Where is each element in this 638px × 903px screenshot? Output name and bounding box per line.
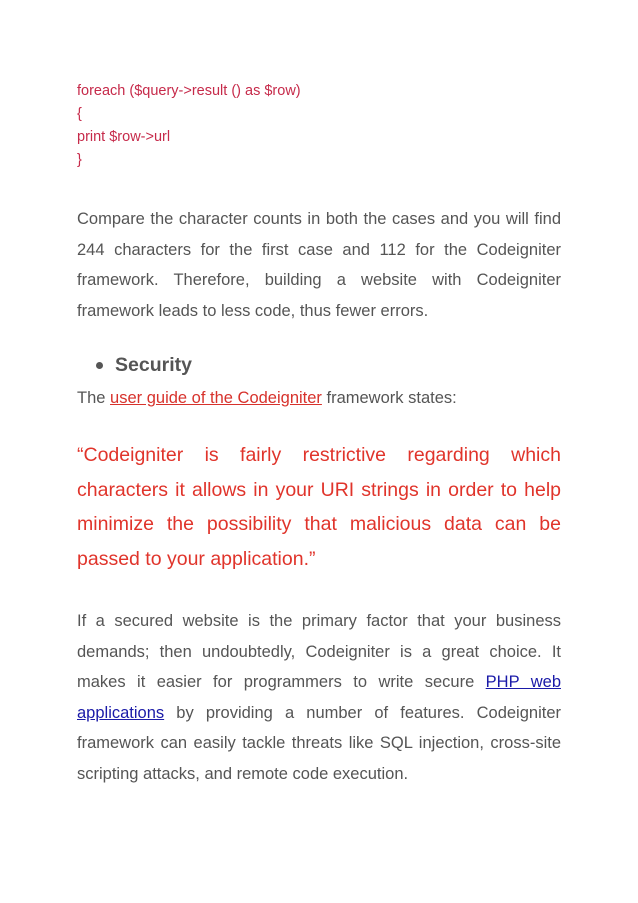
paragraph-text: by providing a number of features. Codeigniter framework can easily tackle threats like SQL injection, cross-site scripting attacks, and remote code execution.	[77, 703, 561, 783]
code-line: {	[77, 106, 82, 122]
section-heading: Security	[115, 353, 192, 376]
security-bullet	[96, 350, 192, 380]
code-snippet	[77, 80, 301, 172]
bullet-dot-icon	[96, 362, 103, 369]
paragraph-text: framework states:	[321, 389, 457, 407]
user-guide-paragraph	[77, 383, 561, 414]
code-line: }	[77, 152, 82, 168]
paragraph-text: If a secured website is the primary factor that your business demands; then undoubtedly, Codeigniter is a great choice. It makes it easier for programmers to write secure	[77, 612, 561, 691]
security-paragraph	[77, 606, 561, 789]
user-guide-quote: “Codeigniter is fairly restrictive regarding which characters it allows in your URI strings in order to help minimize the possibility that malicious data can be passed to your application.”	[77, 444, 561, 570]
code-line: foreach ($query->result () as $row)	[77, 83, 301, 99]
php-web-applications-link[interactable]: PHP web applications	[77, 673, 561, 722]
paragraph-text: The	[77, 389, 111, 407]
code-line: print $row->url	[77, 129, 171, 145]
comparison-paragraph: Compare the character counts in both the cases and you will find 244 characters for the first case and 112 for the Codeigniter framework. Therefore, building a website with Codeigniter framework leads to less code, thus fewer errors.	[77, 210, 561, 320]
user-guide-link[interactable]: user guide of the Codeigniter	[110, 389, 322, 407]
